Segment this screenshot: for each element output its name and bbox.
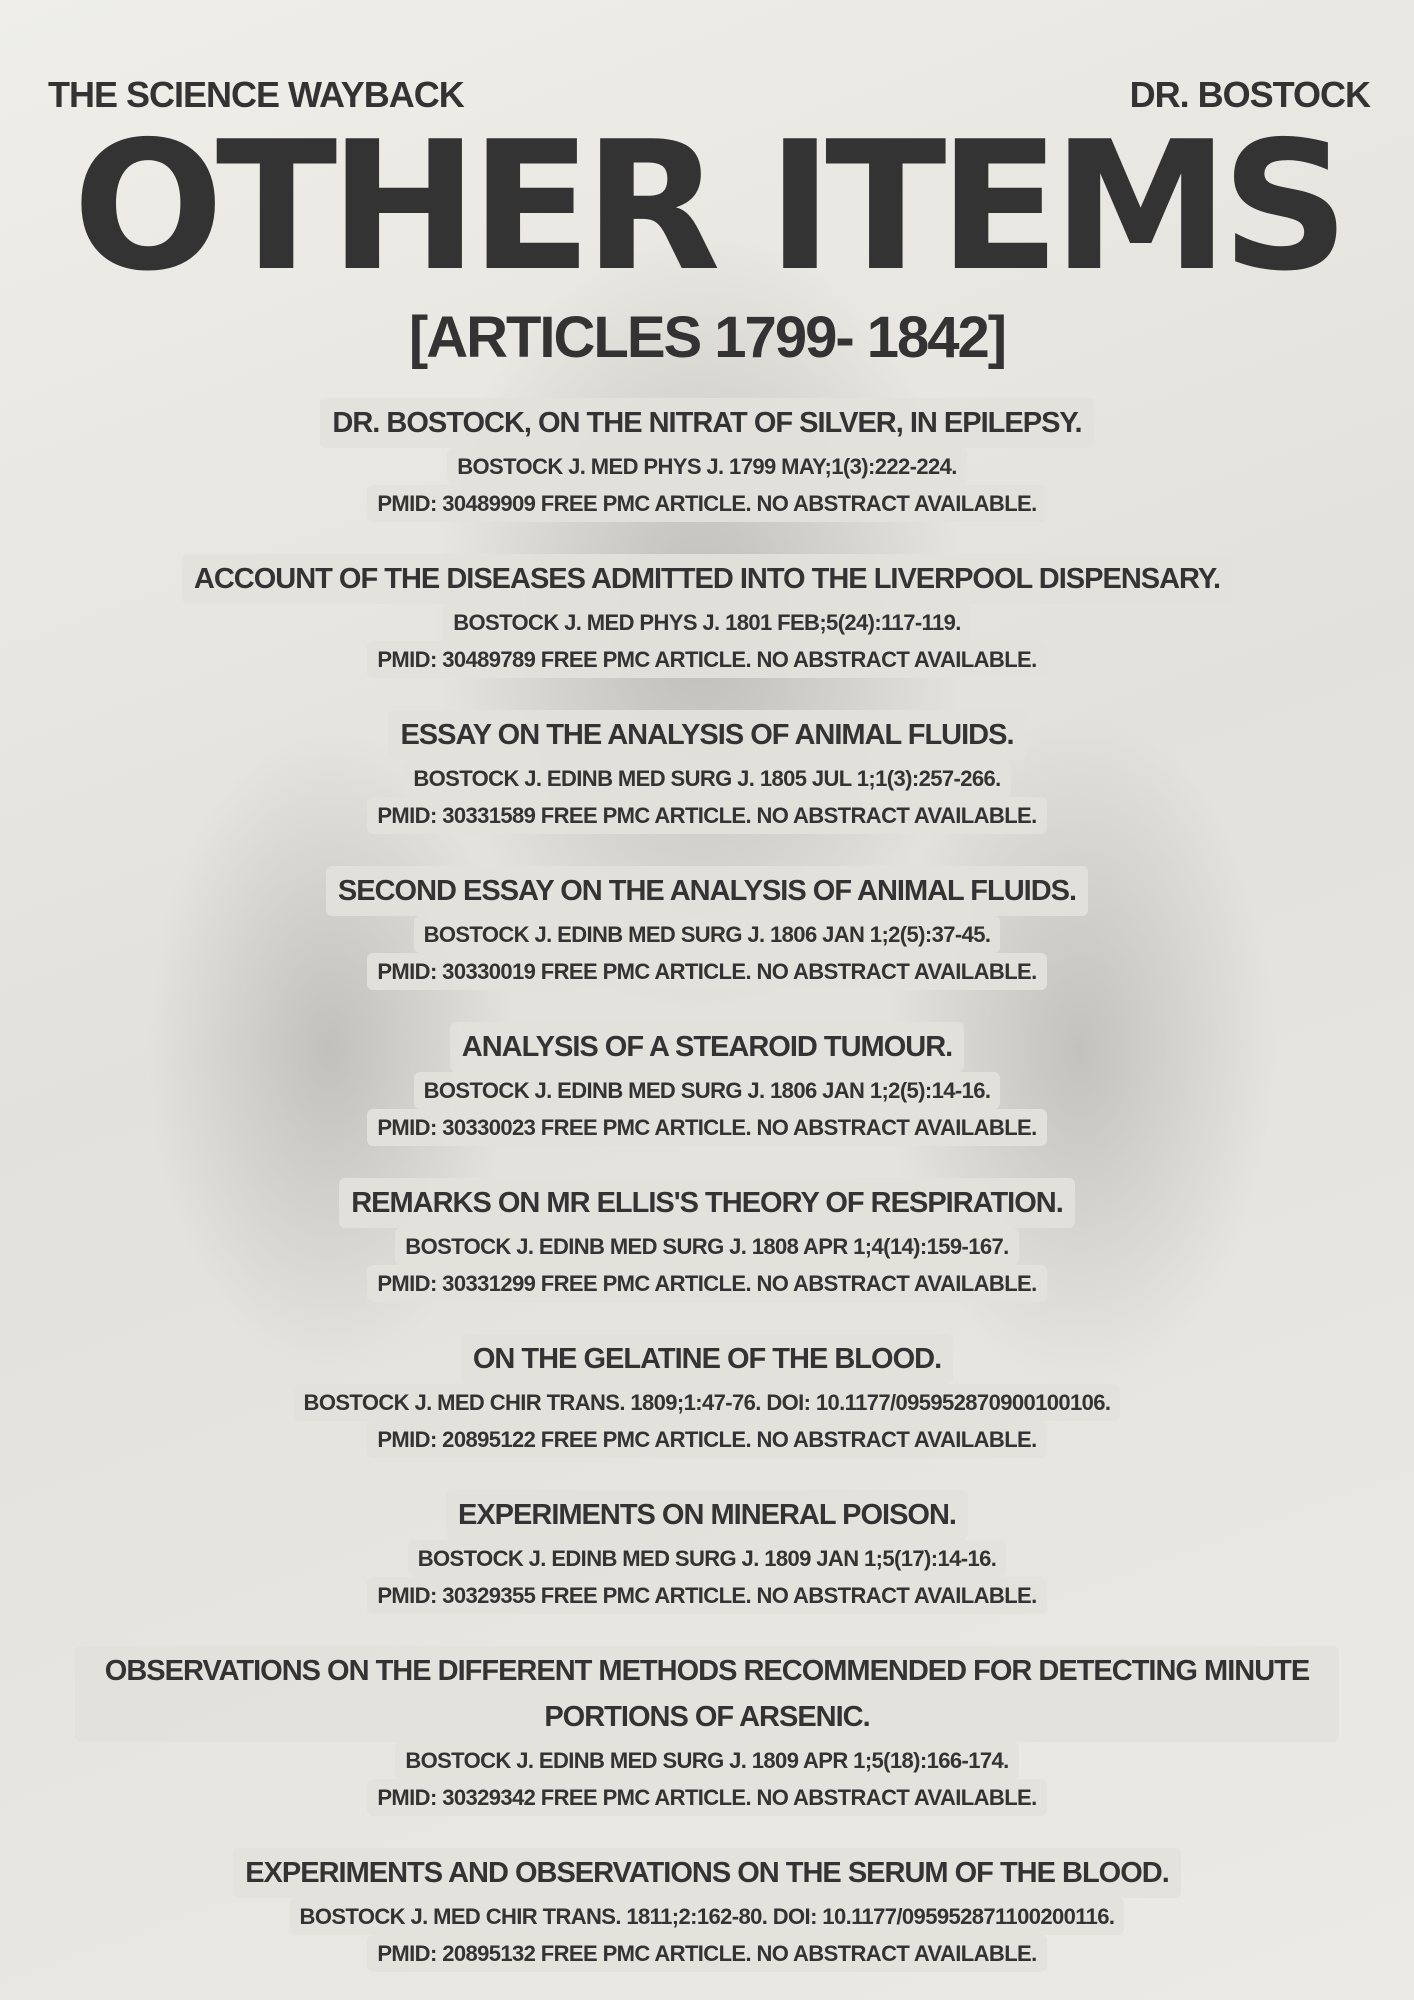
article-citation: BOSTOCK J. EDINB MED SURG J. 1809 JAN 1;5(17):14-16. xyxy=(408,1540,1006,1577)
article-item xyxy=(339,1178,1075,1302)
article-title: ON THE GELATINE OF THE BLOOD. xyxy=(461,1334,953,1384)
article-title: ACCOUNT OF THE DISEASES ADMITTED INTO THE LIVERPOOL DISPENSARY. xyxy=(182,554,1232,604)
article-pmid: PMID: 30329355 FREE PMC ARTICLE. NO ABSTRACT AVAILABLE. xyxy=(367,1577,1046,1614)
article-citation: BOSTOCK J. EDINB MED SURG J. 1809 APR 1;5(18):166-174. xyxy=(395,1742,1018,1779)
article-item xyxy=(233,1848,1181,1972)
series-label: THE SCIENCE WAYBACK xyxy=(48,74,464,115)
article-title: ANALYSIS OF A STEAROID TUMOUR. xyxy=(450,1022,964,1072)
article-citation: BOSTOCK J. MED PHYS J. 1801 FEB;5(24):117-119. xyxy=(443,604,971,641)
article-item xyxy=(367,710,1046,834)
page-title: OTHER ITEMS xyxy=(72,103,1342,310)
article-pmid: PMID: 30329342 FREE PMC ARTICLE. NO ABSTRACT AVAILABLE. xyxy=(367,1779,1046,1816)
article-item xyxy=(182,554,1232,678)
article-citation: BOSTOCK J. MED PHYS J. 1799 MAY;1(3):222-224. xyxy=(447,448,967,485)
article-pmid: PMID: 30489909 FREE PMC ARTICLE. NO ABSTRACT AVAILABLE. xyxy=(367,485,1046,522)
article-citation: BOSTOCK J. EDINB MED SURG J. 1805 JUL 1;1(3):257-266. xyxy=(403,760,1010,797)
article-title: ESSAY ON THE ANALYSIS OF ANIMAL FLUIDS. xyxy=(388,710,1025,760)
article-title: EXPERIMENTS AND OBSERVATIONS ON THE SERUM OF THE BLOOD. xyxy=(233,1848,1181,1898)
article-citation: BOSTOCK J. EDINB MED SURG J. 1808 APR 1;4(14):159-167. xyxy=(395,1228,1018,1265)
article-citation: BOSTOCK J. EDINB MED SURG J. 1806 JAN 1;2(5):14-16. xyxy=(414,1072,1001,1109)
article-item xyxy=(320,398,1093,522)
article-item xyxy=(294,1334,1121,1458)
article-pmid: PMID: 30331589 FREE PMC ARTICLE. NO ABSTRACT AVAILABLE. xyxy=(367,797,1046,834)
article-list xyxy=(60,398,1354,2000)
article-item xyxy=(326,866,1088,990)
article-title: DR. BOSTOCK, ON THE NITRAT OF SILVER, IN EPILEPSY. xyxy=(320,398,1093,448)
page-subtitle: [ARTICLES 1799- 1842] xyxy=(408,305,1006,370)
article-citation: BOSTOCK J. MED CHIR TRANS. 1811;2:162-80. DOI: 10.1177/095952871100200116. xyxy=(290,1898,1125,1935)
article-citation: BOSTOCK J. EDINB MED SURG J. 1806 JAN 1;2(5):37-45. xyxy=(414,916,1001,953)
author-label: DR. BOSTOCK xyxy=(1129,74,1370,115)
article-citation: BOSTOCK J. MED CHIR TRANS. 1809;1:47-76. DOI: 10.1177/095952870900100106. xyxy=(294,1384,1121,1421)
article-pmid: PMID: 30330023 FREE PMC ARTICLE. NO ABSTRACT AVAILABLE. xyxy=(367,1109,1046,1146)
article-title: REMARKS ON MR ELLIS'S THEORY OF RESPIRATION. xyxy=(339,1178,1075,1228)
article-title: EXPERIMENTS ON MINERAL POISON. xyxy=(446,1490,968,1540)
article-item xyxy=(367,1490,1046,1614)
article-title: OBSERVATIONS ON THE DIFFERENT METHODS RECOMMENDED FOR DETECTING MINUTE PORTIONS OF ARSENIC. xyxy=(75,1646,1339,1742)
article-title: SECOND ESSAY ON THE ANALYSIS OF ANIMAL FLUIDS. xyxy=(326,866,1088,916)
article-item xyxy=(367,1022,1046,1146)
article-pmid: PMID: 30331299 FREE PMC ARTICLE. NO ABSTRACT AVAILABLE. xyxy=(367,1265,1046,1302)
article-pmid: PMID: 30330019 FREE PMC ARTICLE. NO ABSTRACT AVAILABLE. xyxy=(367,953,1046,990)
article-pmid: PMID: 30489789 FREE PMC ARTICLE. NO ABSTRACT AVAILABLE. xyxy=(367,641,1046,678)
article-pmid: PMID: 20895122 FREE PMC ARTICLE. NO ABSTRACT AVAILABLE. xyxy=(367,1421,1046,1458)
article-pmid: PMID: 20895132 FREE PMC ARTICLE. NO ABSTRACT AVAILABLE. xyxy=(367,1935,1046,1972)
article-item xyxy=(75,1646,1339,1816)
